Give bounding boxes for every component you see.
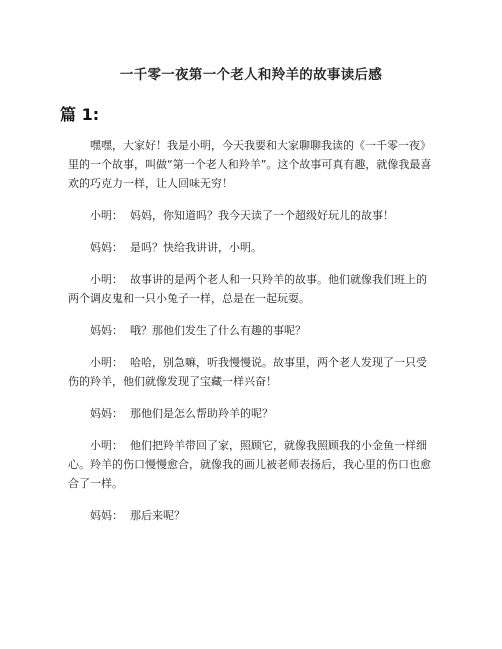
speaker-label: 小明： bbox=[90, 356, 123, 369]
dialogue-line-1 bbox=[68, 206, 434, 225]
speech-text: 他们把羚羊带回了家，照顾它，就像我照顾我的小金鱼一样细心。羚羊的伤口慢慢愈合，就像我的画儿被老师表扬后，我心里的伤口也愈合了一样。 bbox=[68, 439, 431, 490]
dialogue-line-8 bbox=[68, 506, 434, 525]
speech-text: 是吗？快给我讲讲，小明。 bbox=[130, 241, 262, 254]
speaker-label: 小明： bbox=[90, 273, 123, 286]
speech-text: 那后来呢？ bbox=[130, 509, 185, 522]
speaker-label: 妈妈： bbox=[90, 324, 123, 337]
speech-text: 哦？那他们发生了什么有趣的事呢？ bbox=[130, 324, 306, 337]
section-heading: 篇 1: bbox=[60, 105, 100, 124]
speaker-label: 小明： bbox=[90, 209, 123, 222]
dialogue-line-6 bbox=[68, 404, 434, 423]
document-title: 一千零一夜第一个老人和羚羊的故事读后感 bbox=[119, 67, 383, 83]
speaker-label: 妈妈： bbox=[90, 241, 123, 254]
dialogue-line-7 bbox=[68, 436, 434, 493]
speaker-label: 妈妈： bbox=[90, 407, 123, 420]
speech-text: 那他们是怎么帮助羚羊的呢？ bbox=[130, 407, 273, 420]
intro-paragraph: 嘿嘿，大家好！我是小明，今天我要和大家聊聊我读的《一千零一夜》里的一个故事，叫做“第一个老人和羚羊”。这个故事可真有趣，就像我最喜欢的巧克力一样，让人回味无穷！ bbox=[68, 139, 432, 190]
speech-text: 故事讲的是两个老人和一只羚羊的故事。他们就像我们班上的两个调皮鬼和一只小兔子一样，总是在一起玩耍。 bbox=[68, 273, 427, 305]
dialogue-line-3 bbox=[68, 270, 434, 308]
speaker-label: 妈妈： bbox=[90, 509, 123, 522]
speech-text: 哈哈，别急嘛，听我慢慢说。故事里，两个老人发现了一只受伤的羚羊，他们就像发现了宝藏一样兴奋！ bbox=[68, 356, 427, 388]
speaker-label: 小明： bbox=[90, 439, 123, 452]
dialogue-line-5 bbox=[68, 353, 434, 391]
dialogue-line-4 bbox=[68, 321, 434, 340]
speech-text: 妈妈，你知道吗？我今天读了一个超级好玩儿的故事！ bbox=[130, 209, 394, 222]
dialogue-line-2 bbox=[68, 238, 434, 257]
